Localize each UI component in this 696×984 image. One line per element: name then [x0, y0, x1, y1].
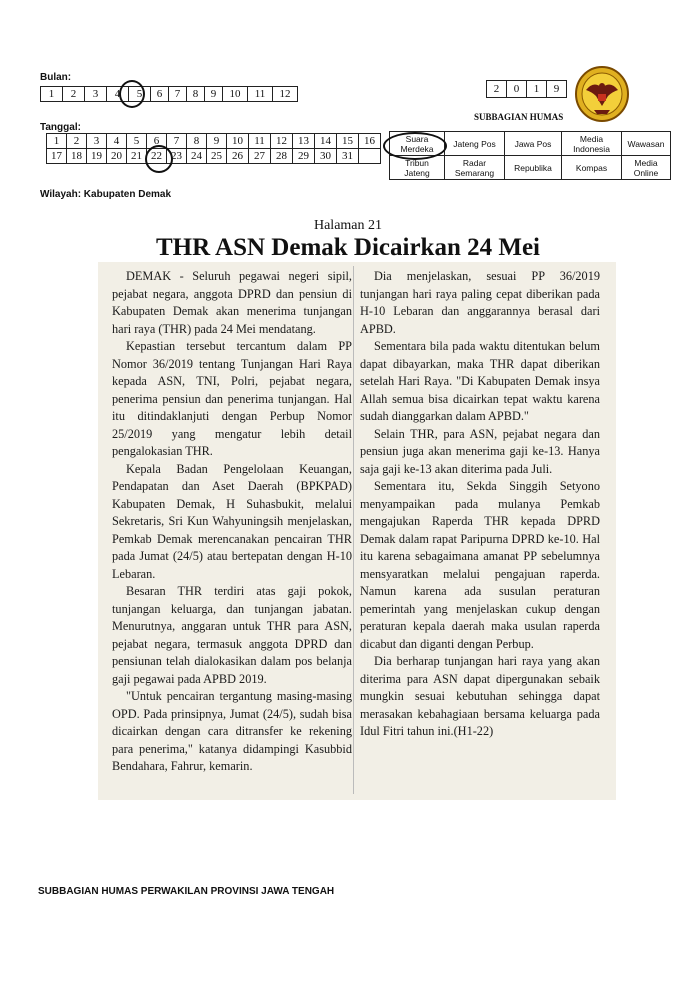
month-grid	[40, 86, 298, 102]
page-number: Halaman 21	[313, 218, 383, 233]
article-column-right	[360, 268, 600, 741]
date-cell: 17	[47, 149, 67, 164]
date-cell: 28	[271, 149, 293, 164]
garuda-emblem-icon	[574, 66, 630, 122]
date-cell: 18	[67, 149, 87, 164]
date-grid	[46, 133, 381, 164]
date-cell: 24	[187, 149, 207, 164]
month-cell: 1	[41, 87, 63, 102]
column-divider	[353, 266, 354, 794]
year-box	[486, 80, 567, 98]
article-paragraph: Dia berharap tunjangan hari raya yang akan diterima para ASN dapat dipergunakan sebaik mungkin sesuai kebutuhan sehingga dapat merasakan kebahagiaan bersama keluarga pada Idul Fitri tahun ini.(H1-22)	[360, 654, 600, 738]
month-cell: 9	[205, 87, 223, 102]
month-cell: 2	[63, 87, 85, 102]
month-cell: 3	[85, 87, 107, 102]
date-selection-circle	[145, 145, 173, 173]
media-cell: Media Online	[622, 156, 671, 180]
article-headline: THR ASN Demak Dicairkan 24 Mei	[155, 234, 541, 261]
media-cell: Kompas	[562, 156, 622, 180]
year-digit: 0	[507, 81, 527, 98]
date-cell: 8	[187, 134, 207, 149]
month-selection-circle	[119, 80, 145, 108]
date-cell	[359, 149, 381, 164]
article-paragraph: "Untuk pencairan tergantung masing-masing OPD. Pada prinsipnya, Jumat (24/5), sudah bisa dicairkan dengan cara ditransfer ke rekening para penerima," katanya didampingi Kasubbid Bendahara, Fahrur, kemarin.	[112, 689, 352, 773]
media-cell: Wawasan	[622, 132, 671, 156]
article-paragraph: Sementara bila pada waktu ditentukan belum dapat dibayarkan, maka THR dapat diberikan setelah Hari Raya. "Di Kabupaten Demak insya Allah semua bisa dicairkan tepat waktu karena sudah dianggarkan dalam APBD."	[360, 339, 600, 423]
date-cell: 11	[249, 134, 271, 149]
date-cell: 5	[127, 134, 147, 149]
article-column-left	[112, 268, 352, 776]
article-paragraph: Besaran THR terdiri atas gaji pokok, tunjangan keluarga, dan tunjangan jabatan. Menurutnya, anggaran untuk THR para ASN, pejabat negara, termasuk anggota DPRD dan pensiunan telah dialokasikan dalam pos belanja gaji pegawai pada APBD 2019.	[112, 584, 352, 686]
month-cell: 12	[273, 87, 298, 102]
tanggal-label: Tanggal:	[40, 122, 81, 133]
year-digit: 2	[487, 81, 507, 98]
month-cell: 6	[151, 87, 169, 102]
month-cell: 7	[169, 87, 187, 102]
date-cell: 29	[293, 149, 315, 164]
date-cell-selected: 22	[147, 149, 167, 164]
bulan-label: Bulan:	[40, 72, 72, 83]
date-cell: 16	[359, 134, 381, 149]
article-paragraph: DEMAK - Seluruh pegawai negeri sipil, pejabat negara, anggota DPRD dan pensiun di Kabupaten Demak akan menerima tunjangan hari raya (THR) pada 24 Mei mendatang.	[112, 269, 352, 336]
media-cell: Jawa Pos	[505, 132, 562, 156]
month-cell-selected: 5	[129, 87, 151, 102]
article-paragraph: Dia menjelaskan, sesuai PP 36/2019 tunjangan hari raya paling cepat diberikan pada H-10 Lebaran dan anggarannya berasal dari APBD.	[360, 269, 600, 336]
month-cell: 8	[187, 87, 205, 102]
media-cell-selected: Suara Merdeka	[390, 132, 445, 156]
date-cell: 25	[207, 149, 227, 164]
month-cell: 10	[223, 87, 248, 102]
month-cell: 4	[107, 87, 129, 102]
date-cell: 4	[107, 134, 127, 149]
media-cell: Media Indonesia	[562, 132, 622, 156]
footer-text: SUBBAGIAN HUMAS PERWAKILAN PROVINSI JAWA TENGAH	[38, 886, 335, 897]
media-cell: Republika	[505, 156, 562, 180]
date-cell: 13	[293, 134, 315, 149]
date-cell: 12	[271, 134, 293, 149]
date-cell: 9	[207, 134, 227, 149]
media-cell: Jateng Pos	[445, 132, 505, 156]
article-paragraph: Kepala Badan Pengelolaan Keuangan, Pendapatan dan Aset Daerah (BPKPAD) Kabupaten Demak, H Suhasbukit, melalui Sekretaris, Sri Kun Wahyuningsih menjelaskan, Pemkab Demak merencanakan pencairan THR pada Jumat (24/5) atau bertepatan dengan H-10 Lebaran.	[112, 461, 352, 581]
newspaper-clipping	[98, 262, 616, 800]
date-cell: 20	[107, 149, 127, 164]
date-cell: 19	[87, 149, 107, 164]
month-cell: 11	[248, 87, 273, 102]
media-cell: Tribun Jateng	[390, 156, 445, 180]
date-cell: 23	[167, 149, 187, 164]
date-cell: 1	[47, 134, 67, 149]
date-cell: 2	[67, 134, 87, 149]
org-name: SUBBAGIAN HUMAS	[474, 112, 564, 122]
date-cell: 27	[249, 149, 271, 164]
article-paragraph: Kepastian tersebut tercantum dalam PP Nomor 36/2019 tentang Tunjangan Hari Raya kepada ASN, TNI, Polri, pejabat negara, penerima pensiun dan penerima tunjangan. Hal itu ditindaklanjuti dengan Perbup Nomor 25/2019 yang mengatur lebih detail pengalokasian THR.	[112, 339, 352, 458]
date-cell: 26	[227, 149, 249, 164]
date-cell: 15	[337, 134, 359, 149]
date-cell: 7	[167, 134, 187, 149]
date-cell: 31	[337, 149, 359, 164]
wilayah-label: Wilayah: Kabupaten Demak	[40, 189, 172, 200]
date-cell: 14	[315, 134, 337, 149]
year-digit: 1	[527, 81, 547, 98]
date-cell: 6	[147, 134, 167, 149]
media-selection-circle	[383, 132, 447, 160]
article-paragraph: Selain THR, para ASN, pejabat negara dan pensiun juga akan menerima gaji ke-13. Hanya saja gaji ke-13 akan diterima pada Juli.	[360, 426, 600, 476]
date-cell: 3	[87, 134, 107, 149]
date-cell: 10	[227, 134, 249, 149]
article-paragraph: Sementara itu, Sekda Singgih Setyono menyampaikan pada mulanya Pemkab mengajukan Raperda THR kepada DPRD Demak dalam rapat Paripurna DPRD ke-10. Hal itu karena sebagaimana amanat PP sebelumnya mensyaratkan melalui pengajuan raperda. Namun karena ada susulan peraturan pemerintah yang menjelaskan cukup dengan peraturan kepala daerah maka usulan raperda dicabut dan diganti dengan Perbup.	[360, 479, 600, 651]
media-cell: Radar Semarang	[445, 156, 505, 180]
date-cell: 21	[127, 149, 147, 164]
year-digit: 9	[547, 81, 567, 98]
date-cell: 30	[315, 149, 337, 164]
